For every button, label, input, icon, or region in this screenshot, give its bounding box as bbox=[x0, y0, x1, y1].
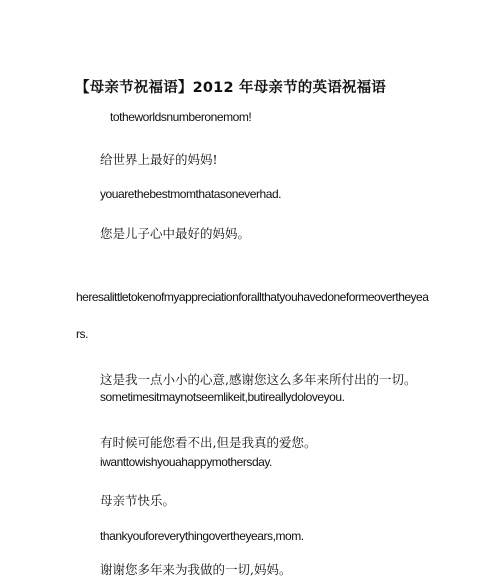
text-line-chinese: 这是我一点小小的心意,感谢您这么多年来所付出的一切。 bbox=[100, 372, 417, 387]
text-line-english: thankyouforeverythingovertheyears,mom. bbox=[100, 529, 304, 543]
text-line-chinese: 母亲节快乐。 bbox=[100, 493, 176, 508]
text-line-english: totheworldsnumberonemom! bbox=[110, 110, 252, 124]
document-title: 【母亲节祝福语】2012 年母亲节的英语祝福语 bbox=[75, 80, 387, 96]
text-line-english: iwanttowishyouahappymothersday. bbox=[100, 455, 272, 469]
text-line-english: rs. bbox=[76, 327, 88, 341]
text-line-english: sometimesitmaynotseemlikeit,butireallydoloveyou. bbox=[100, 390, 345, 404]
text-line-english: youarethebestmomthatasoneverhad. bbox=[100, 187, 282, 201]
text-line-chinese: 有时候可能您看不出,但是我真的爱您。 bbox=[100, 435, 317, 450]
text-line-chinese: 您是儿子心中最好的妈妈。 bbox=[100, 226, 251, 241]
text-line-chinese: 给世界上最好的妈妈! bbox=[100, 152, 218, 167]
text-line-chinese: 谢谢您多年来为我做的一切,妈妈。 bbox=[100, 562, 292, 577]
text-line-english: heresalittletokenofmyappreciationforallthatyouhavedoneformeovertheyea bbox=[76, 290, 429, 304]
